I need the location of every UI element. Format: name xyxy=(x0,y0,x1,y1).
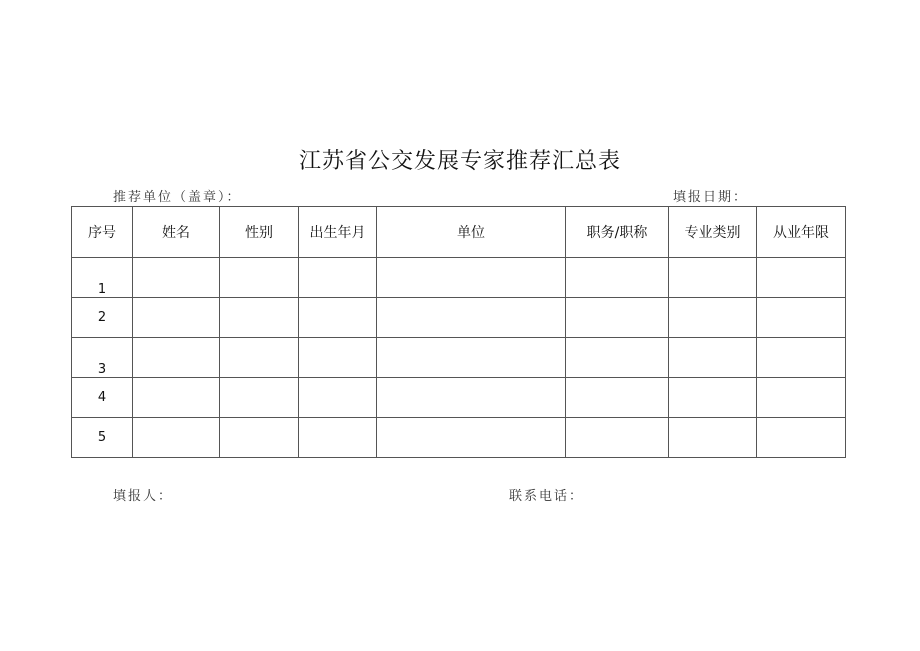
document-title: 江苏省公交发展专家推荐汇总表 xyxy=(298,149,621,174)
cell-name[interactable] xyxy=(133,298,220,338)
cell-unit[interactable] xyxy=(377,338,566,378)
header-years-of-service: 从业年限 xyxy=(757,207,846,258)
header-position-title: 职务/职称 xyxy=(566,207,669,258)
cell-birth-month[interactable] xyxy=(299,378,377,418)
cell-birth-month[interactable] xyxy=(299,418,377,458)
header-index: 序号 xyxy=(72,207,133,258)
cell-unit[interactable] xyxy=(377,418,566,458)
cell-gender[interactable] xyxy=(220,258,299,298)
cell-unit[interactable] xyxy=(377,378,566,418)
row-index: 5 xyxy=(72,418,133,458)
table-row xyxy=(72,258,846,298)
cell-years-of-service[interactable] xyxy=(757,378,846,418)
expert-summary-table xyxy=(71,206,846,458)
header-name: 姓名 xyxy=(133,207,220,258)
cell-birth-month[interactable] xyxy=(299,338,377,378)
row-index: 1 xyxy=(72,258,133,298)
cell-position-title[interactable] xyxy=(566,258,669,298)
cell-name[interactable] xyxy=(133,338,220,378)
cell-years-of-service[interactable] xyxy=(757,298,846,338)
cell-unit[interactable] xyxy=(377,258,566,298)
cell-gender[interactable] xyxy=(220,418,299,458)
table-row xyxy=(72,418,846,458)
cell-birth-month[interactable] xyxy=(299,298,377,338)
recommend-unit-label: 推荐单位（盖章）： xyxy=(113,190,242,205)
cell-gender[interactable] xyxy=(220,298,299,338)
header-specialty: 专业类别 xyxy=(669,207,757,258)
cell-position-title[interactable] xyxy=(566,338,669,378)
table-row xyxy=(72,298,846,338)
cell-years-of-service[interactable] xyxy=(757,258,846,298)
cell-position-title[interactable] xyxy=(566,298,669,338)
cell-gender[interactable] xyxy=(220,338,299,378)
cell-unit[interactable] xyxy=(377,298,566,338)
row-index: 4 xyxy=(72,378,133,418)
cell-position-title[interactable] xyxy=(566,418,669,458)
cell-name[interactable] xyxy=(133,258,220,298)
cell-position-title[interactable] xyxy=(566,378,669,418)
cell-years-of-service[interactable] xyxy=(757,338,846,378)
cell-specialty[interactable] xyxy=(669,378,757,418)
cell-name[interactable] xyxy=(133,418,220,458)
cell-specialty[interactable] xyxy=(669,258,757,298)
cell-years-of-service[interactable] xyxy=(757,418,846,458)
row-index: 2 xyxy=(72,298,133,338)
cell-name[interactable] xyxy=(133,378,220,418)
header-birth-month: 出生年月 xyxy=(299,207,377,258)
cell-birth-month[interactable] xyxy=(299,258,377,298)
fill-date-label: 填报日期： xyxy=(673,190,749,205)
cell-specialty[interactable] xyxy=(669,338,757,378)
row-index: 3 xyxy=(72,338,133,378)
table-row xyxy=(72,378,846,418)
table-row xyxy=(72,338,846,378)
header-unit: 单位 xyxy=(377,207,566,258)
cell-specialty[interactable] xyxy=(669,298,757,338)
filler-label: 填报人： xyxy=(113,489,174,504)
header-gender: 性别 xyxy=(220,207,299,258)
table-header-row xyxy=(72,207,846,258)
cell-gender[interactable] xyxy=(220,378,299,418)
cell-specialty[interactable] xyxy=(669,418,757,458)
contact-phone-label: 联系电话： xyxy=(509,489,585,504)
